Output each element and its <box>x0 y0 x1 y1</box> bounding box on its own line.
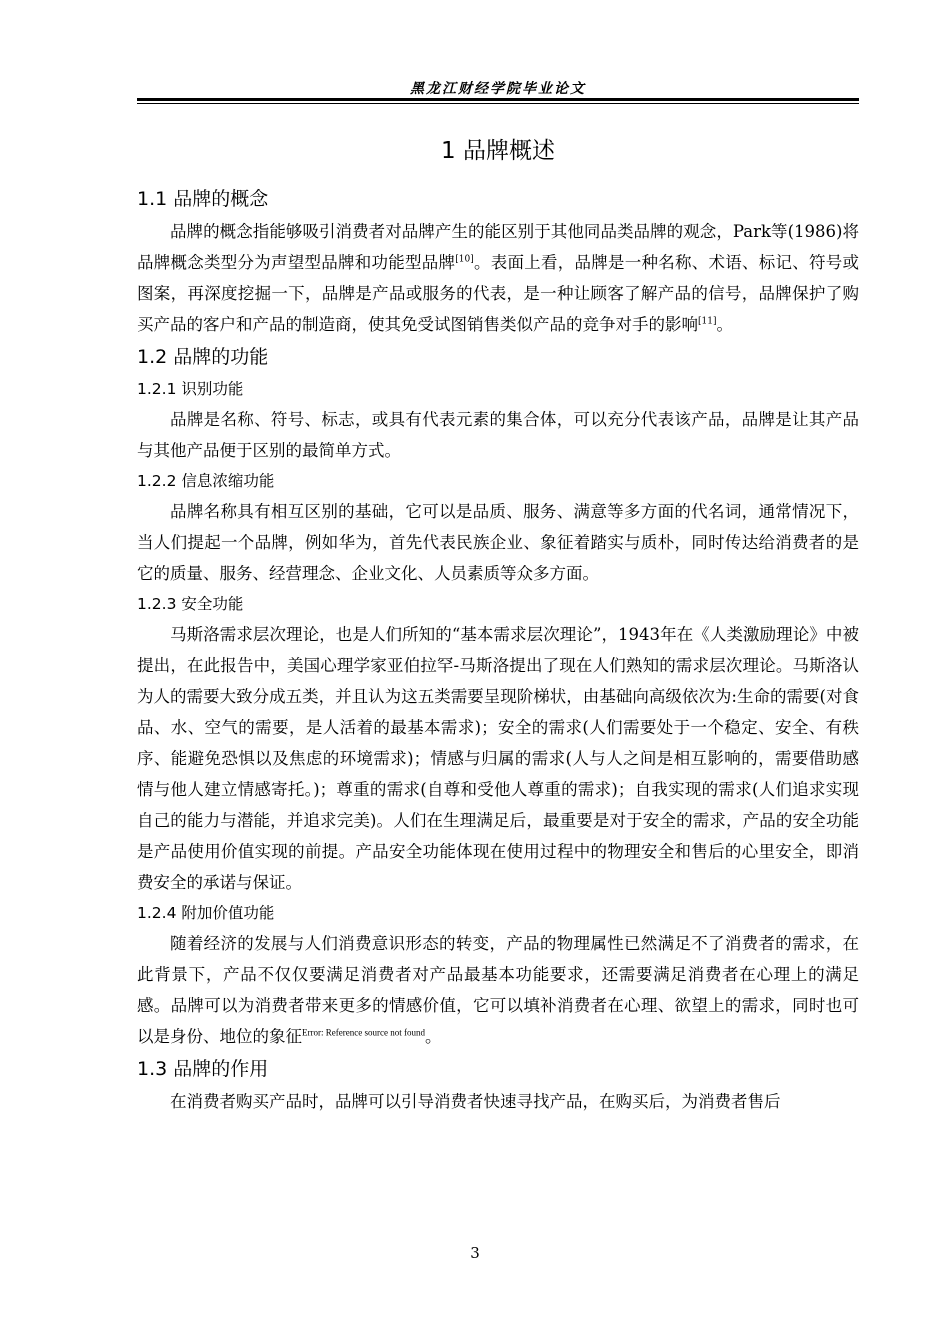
page-header: 黑龙江财经学院毕业论文 <box>410 81 586 97</box>
paragraph-identification: 品牌是名称、符号、标志，或具有代表元素的集合体，可以充分代表该产品，品牌是让其产品与其他产品便于区别的最简单方式。 <box>137 410 859 460</box>
paragraph-information: 品牌名称具有相互区别的基础，它可以是品质、服务、满意等多方面的代名词，通常情况下，当人们提起一个品牌，例如华为，首先代表民族企业、象征着踏实与质朴，同时传达给消费者的是它的质量、服务、经营理念、企业文化、人员素质等众多方面。 <box>137 502 859 583</box>
citation-ref: [11] <box>698 316 717 327</box>
paragraph-safety: 马斯洛需求层次理论，也是人们所知的“基本需求层次理论”，1943年在《人类激励理论》中被提出，在此报告中，美国心理学家亚伯拉罕-马斯洛提出了现在人们熟知的需求层次理论。马斯洛认为人的需要大致分成五类，并且认为这五类需要呈现阶梯状，由基础向高级依次为:生命的需要(对食品、水、空气的需要，是人活着的最基本需求)；安全的需求(人们需要处于一个稳定、安全、有秩序、能避免恐惧以及焦虑的环境需求)；情感与归属的需求(人与人之间是相互影响的，需要借助感情与他人建立情感寄托。)；尊重的需求(自尊和受他人尊重的需求)；自我实现的需求(人们追求实现自己的能力与潜能，并追求完美)。人们在生理满足后，最重要是对于安全的需求，产品的安全功能是产品使用价值实现的前提。产品安全功能体现在使用过程中的物理安全和售后的心里安全，即消费安全的承诺与保证。 <box>137 625 859 892</box>
paragraph-brand-concept <box>137 216 859 340</box>
text-run: 随着经济的发展与人们消费意识形态的转变，产品的物理属性已然满足不了消费者的需求，在此背景下，产品不仅仅要满足消费者对产品最基本功能要求，还需要满足消费者在心理上的满足感。品牌可以为消费者带来更多的情感价值，它可以填补消费者在心理、欲望上的需求，同时也可以是身份、地位的象征 <box>137 934 859 1046</box>
header-rule-thick <box>137 98 859 101</box>
text-run: 。表面上看，品牌是一种名称、术语、标记、符号或图案，再深度挖掘一下，品牌是产品或服务的代表，是一种让顾客了解产品的信号，品牌保护了购买产品的客户和产品的制造商，使其免受试图销售类似产品的竞争对手的影响 <box>137 253 860 334</box>
chapter-title: 1 品牌概述 <box>441 138 555 164</box>
subsection-heading-1-2-2: 1.2.2 信息浓缩功能 <box>137 472 275 490</box>
section-heading-1-2: 1.2 品牌的功能 <box>137 346 269 368</box>
reference-error: Error: Reference source not found <box>302 1027 425 1038</box>
citation-ref: [10] <box>455 254 474 265</box>
subsection-heading-1-2-3: 1.2.3 安全功能 <box>137 595 244 613</box>
text-run: 。 <box>424 1027 442 1046</box>
section-heading-1-1: 1.1 品牌的概念 <box>137 188 269 210</box>
subsection-heading-1-2-1: 1.2.1 识别功能 <box>137 380 244 398</box>
section-heading-1-3: 1.3 品牌的作用 <box>137 1058 269 1080</box>
text-run: 品牌的概念指能够吸引消费者对品牌产生的能区别于其他同品类品牌的观念，Park等(1986)将品牌概念类型分为声望型品牌和功能型品牌 <box>137 222 859 272</box>
text-run: 。 <box>716 315 733 334</box>
page-number: 3 <box>470 1244 480 1262</box>
paragraph-added-value <box>137 928 859 1052</box>
page-content <box>137 128 859 1117</box>
paragraph-brand-role: 在消费者购买产品时，品牌可以引导消费者快速寻找产品，在购买后，为消费者售后 <box>170 1092 781 1111</box>
header-rule-thin <box>137 103 859 104</box>
subsection-heading-1-2-4: 1.2.4 附加价值功能 <box>137 904 275 922</box>
